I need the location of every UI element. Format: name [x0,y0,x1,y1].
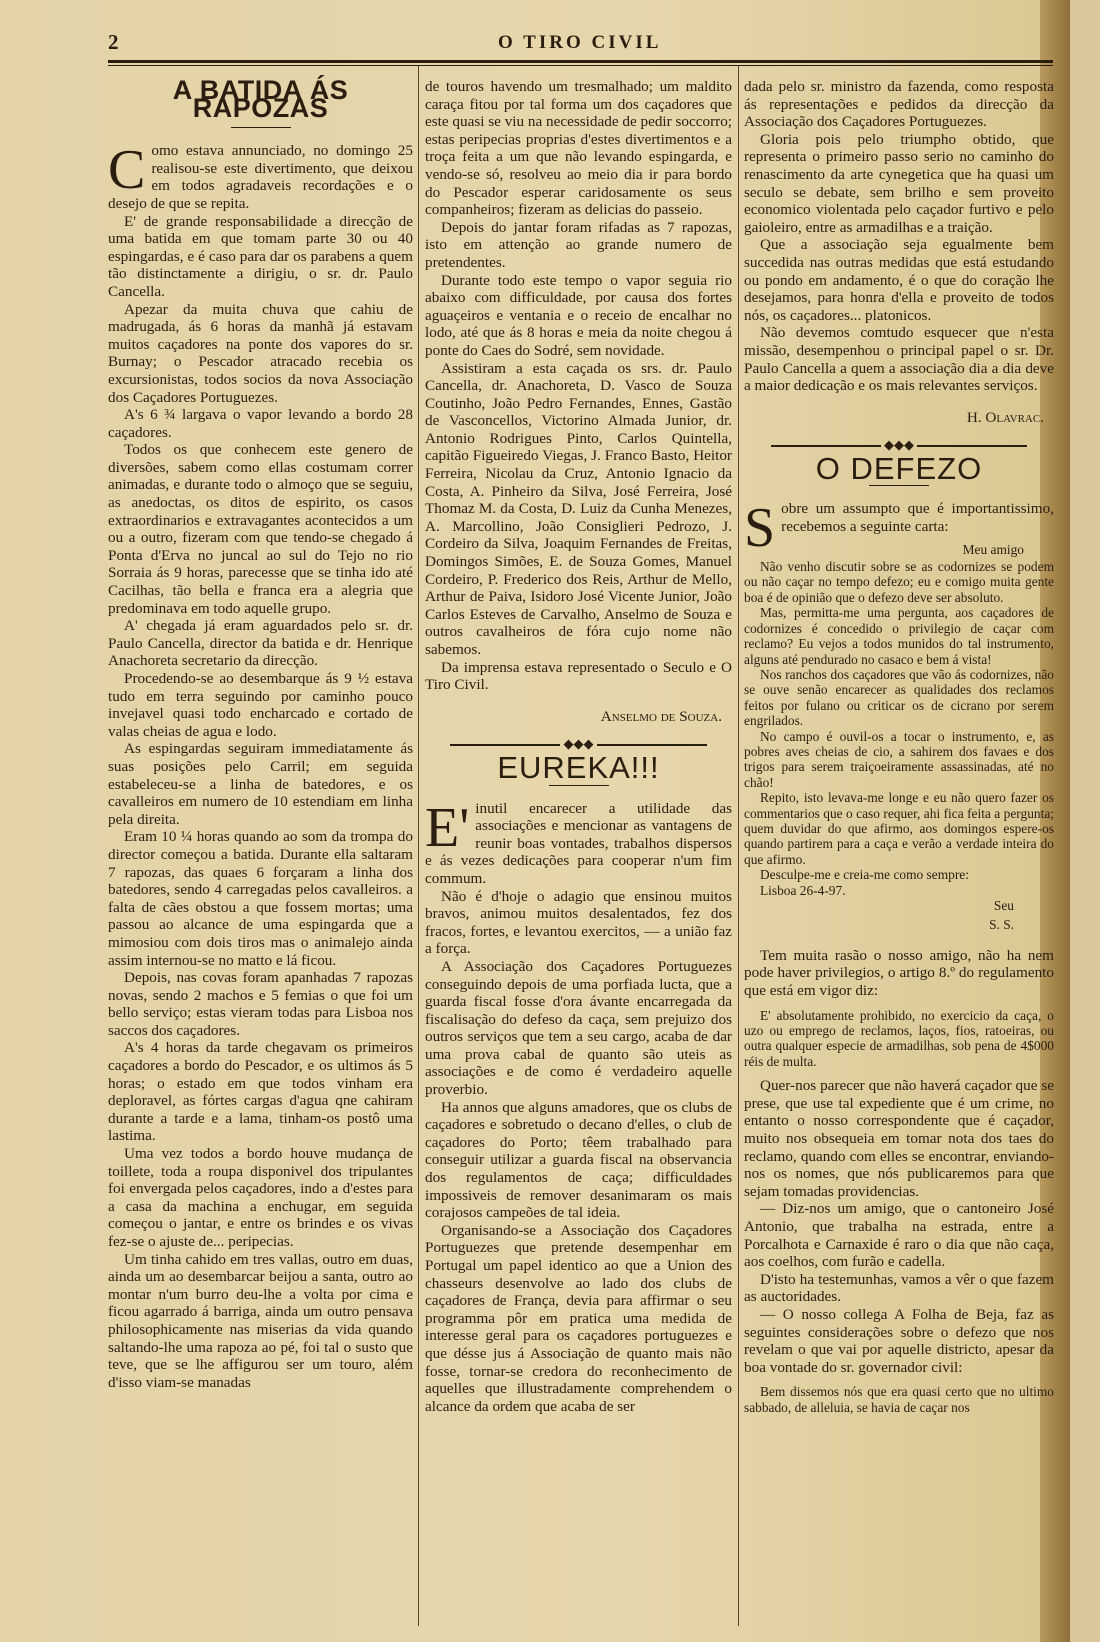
article-paragraph: Quer-nos parecer que não haverá caçador que se prese, que use tal expediente que é um crime, no entanto o nosso correspondente que é caçador, muito nos obsequeia em tomar nota dos taes do reclamo, quando com elles se encontrar, enviando-nos os nomes, que nós publicaremos para que sejam tomadas providencias. [744,1077,1054,1200]
letter-paragraph: Não venho discutir sobre se as codornizes se podem ou não caçar no tempo defezo; eu e comigo muita gente boa é de opinião que o defezo deve ser absoluto. [744,559,1054,605]
article-paragraph: de touros havendo um tresmalhado; um maldito caraça fitou por tal forma um dos caçadores que este quasi se viu na necessidade de pedir soccorro; estas peripecias proprias d'estes divertimentos e a troça feita a um que não levando espingarda, e vendo-se só, resolveu ao meio dia ir para bordo do Pescador esperar caridosamente os seus companheiros; fizeram as delicias do passeio. [425,78,733,219]
article-paragraph: Sobre um assumpto que é importantissimo, recebemos a seguinte carta: [744,497,1054,560]
header-rule-thin [108,65,1053,66]
article-paragraph: Uma vez todos a bordo houve mudança de toillete, toda a roupa disponivel dos tripulantes foi envergada pelos caçadores, indo a d'estes para a casa da machina a enchugar, em seguida começou o jantar, e entre os brindes e os vivas fez-se o ajuste de... peripecias. [108,1145,413,1250]
article-paragraph: Assistiram a esta caçada os srs. dr. Paulo Cancella, dr. Anachoreta, D. Vasco de Souza Coutinho, João Pedro Fernandes, Ennes, Gastão de Vasconcellos, Victorino Almada Junior, dr. Antonio Rodrigues Pinto, Carlos Quintella, capitão Figueiredo Viegas, J. Franco Basto, Heitor Ferreira, Nicolau da Cruz, Antonio Ignacio da Costa, A. Pinheiro da Silva, José Ferreira, José Thomaz M. da Costa, D. Luiz da Cunha Menezes, A. Marcollino, João Consiglieri Pedrozo, J. Cordeiro da Silva, Joaquim Fernandes de Freitas, Domingos Simões, E. de Souza Gomes, Manuel Cordeiro, P. Frederico dos Reis, Arthur de Mello, Arthur de Paiva, Isidoro José Vicente Junior, João Carlos Esteves de Carvalho, Anselmo de Souza e outros cavalheiros de fóra cujo nome não sabemos. [425,359,732,658]
article-paragraph: E' inutil encarecer a utilidade das associações e mencionar as vantagens de reunir boas vontades, trabalhos dispersos e ás vezes dedicações para cooperar n'um fim commum. [425,796,732,887]
article-paragraph: Procedendo-se ao desembarque ás 9 ½ estava tudo em terra seguindo por caminho pouco invejavel quasi todo encharcado e cortado de valas cheias de agua e lodo. [108,670,413,740]
column-divider [418,66,419,1626]
article-paragraph: Organisando-se a Associação dos Caçadores Portuguezes que pretende desempenhar em Portugal um papel identico ao que a Union des chasseurs desenvolve ao lado dos clubs de caçadores de França, devia para affirmar o seu programma pôr em pratica uma medida de interesse geral para os caçadores portuguezes e que désse jus á Associação de quanto mais não fosse, tornar-se credora do reconhecimento de aquelles que illustradamente comprehendem o alcance da ordem que acaba de ser [425,1221,732,1415]
article-paragraph: Ha annos que alguns amadores, que os clubs de caçadores e sobretudo o decano d'elles, o club de caçadores do Porto; têem trabalhado para conseguir utilizar a guarda fiscal na observancia dos regulamentos de caça; difficuldades impossiveis de remover desanimaram os mais corajosos campeões de tal ideia. [425,1098,732,1222]
column-1 [108,75,413,1391]
column-2 [425,78,732,1415]
letter-paragraph: Repito, isto levava-me longe e eu não quero fazer os commentarios que o caso requer, ahi fica feita a pergunta; quem duvidar do que afirmo, aos domingos espere-os quando partirem para a caça e verão a verdade inteira do que afirmo. [744,790,1054,867]
article-paragraph: Depois, nas covas foram apanhadas 7 rapozas novas, sendo 2 machos e 5 femias o que foi um bello serviço; estas vieram todas para Lisboa nos saccos dos caçadores. [108,969,413,1039]
article-paragraph: E' de grande responsabilidade a direcção de uma batida em que tomam parte 30 ou 40 espingardas, e é caso para dar os parabens a quem tão distinctamente a dirigiu, o sr. dr. Paulo Cancella. [108,212,413,300]
section-ornament: ◆◆◆ [425,735,732,753]
article-paragraph: — Diz-nos um amigo, que o cantoneiro José Antonio, que trabalha na estrada, entre a Porcalhota e Carnaxide é raro o dia que não caça, aos coelhos, com furão e cadella. [744,1200,1054,1271]
masthead: O TIRO CIVIL [498,32,662,53]
drop-cap: C [108,139,146,202]
article-paragraph: A's 4 horas da tarde chegavam os primeiros caçadores a bordo do Pescador, e os ultimos ás 5 horas; o estado em que todos vinham era deploravel, as fórtes cargas d'agua qne cahiram durante a tarde e a lama, tinham-os postô uma lastima. [108,1039,413,1145]
article-paragraph: Da imprensa estava representado o Seculo e O Tiro Civil. [425,658,732,694]
article-paragraph: A' chegada já eram aguardados pelo sr. dr. Paulo Cancella, director da batida e dr. Henrique Anachoreta secretario da direcção. [108,617,413,670]
page-number: 2 [108,30,119,54]
article-paragraph: Não é d'hoje o adagio que ensinou muitos bravos, animou muitos desalentados, fez dos fracos, fortes, e levantou exercitos, — a união faz a força. [425,887,732,958]
article-title: A BATIDA ÁS RAPOZAS [172,75,349,123]
letter-paragraph: Nos ranchos dos caçadores que vão ás codornizes, não se ouve senão encarecer as qualidades dos reclamos feitos por fulano ou criticar os de cicrano por serem engrilados. [744,666,1054,729]
article-paragraph: Eram 10 ¼ horas quando ao som da trompa do director começou a batida. Durante ella saltaram 7 rapozas, das quaes 6 forçaram a linha dos batedores, sendo 4 carregadas pelos cavalleiros. a falta de cães obstou a que fossem mortas; uma passou ao alcance de uma espingarda que a mimosiou com dois tiros mas o animalejo ainda assim internou-se no matto e lá ficou. [108,828,413,969]
letter-initials: S. S. [989,917,1014,933]
drop-cap: S [744,497,776,560]
letter-paragraph: Desculpe-me e creia-me como sempre: [760,867,969,883]
article-paragraph: — O nosso collega A Folha de Beja, faz as seguintes considerações sobre o defezo que nos revelam o que vai por aquelle districto, apesar da boa vontade do sr. governador civil: [744,1305,1054,1376]
title-rule [231,127,291,128]
article-paragraph: dada pelo sr. ministro da fazenda, como resposta ás representações e pedidos da direcção da Associação dos Caçadores Portuguezes. [744,78,1054,131]
article-paragraph: Não devemos comtudo esquecer que n'esta missão, desempenhou o principal papel o sr. Dr. Paulo Cancella a quem a associação dia a dia deve a maior dedicação e os mais relevantes serviços. [744,324,1054,395]
letter-paragraph: No campo é ouvil-os a tocar o instrumento, e, as pobres aves cheias de cio, a sahirem dos favaes e dos trigos para serem traiçoeiramente assassinadas, até no chão! [744,728,1054,790]
article-paragraph: As espingardas seguiram immediatamente ás suas posições pelo Carril; em seguida estabeleceu-se a linha de batedores, e os cavalleiros em numero de 10 estendiam em linha pela direita. [108,740,413,828]
article-title: EUREKA!!! [497,749,660,785]
article-paragraph: A Associação dos Caçadores Portuguezes conseguindo depois de uma porfiada lucta, que a guarda fiscal fosse d'ora ávante encarregada da fiscalisação do defeso da caça, sem prejuizo dos outros serviços que tem a seu cargo, acaba de dar uma prova cabal de quanto são uteis as associações e de como é verdadeiro aquelle proverbio. [425,957,732,1099]
quoted-paragraph: Bem dissemos nós que era quasi certo que no ultimo sabbado, de alleluia, se havia de caçar nos [744,1384,1054,1415]
letter-date: Lisboa 26-4-97. [760,882,846,898]
article-paragraph: Durante todo este tempo o vapor seguia rio abaixo com difficuldade, por causa dos fortes aguaçeiros e ventania e o receio de encalhar no lodo, até que ás 8 horas e meia da noite chegou á ponte do Caes do Sodré, sem novidade. [425,271,732,359]
column-3 [744,78,1054,1415]
letter-salutation: Meu amigo [962,541,1024,557]
article-paragraph: D'isto ha testemunhas, vamos a vêr o que fazem as auctoridades. [744,1270,1054,1306]
article-paragraph: Gloria pois pelo triumpho obtido, que representa o primeiro passo serio no caminho do renascimento da arte cynegetica que ha quasi um seculo se debate, sem brilho e sem proveito economico violentada pelo caçador furtivo e pelo gaioleiro, entre as armadilhas e a traição. [744,130,1054,236]
article-paragraph: Um tinha cahido em tres vallas, outro em duas, ainda um ao desembarcar beijou a santa, outro ao montar n'um burro deu-lhe a volta por cima e ficou agarrado á barriga, ainda um outro pensava philosophicamente nas miserias da vida quando saltando-lhe uma rapoza ao pé, foi tal o susto que teve, que se lhe affigurou ser um touro, além d'isso viam-se manadas [108,1250,413,1391]
article-paragraph: Depois do jantar foram rifadas as 7 rapozas, isto em attenção ao grande numero de pretendentes. [425,218,732,271]
drop-cap: E' [425,796,470,859]
author-signature: H. Olavrac. [966,408,1044,426]
article-paragraph: Que a associação seja egualmente bem succedida nas outras medidas que está estudando ou pondo em andamento, é o que do coração lhe desejamos, para honra d'ella e proveito de todos nós, os caçadores... platonicos. [744,236,1054,324]
author-signature: Anselmo de Souza. [600,707,722,725]
article-title: O DEFEZO [815,450,983,486]
article-paragraph: Apezar da muita chuva que cahiu de madrugada, ás 6 horas da manhã já estavam muitos caçadores na ponte dos vapores do sr. Burnay; o Pescador atracado recebia os excursionistas, todos socios da nova Associação dos Caçadores Portuguezes. [108,300,413,406]
letter-paragraph: Mas, permitta-me uma pergunta, aos caçadores de codornizes é concedido o privilegio de caçar com reclamo? Eu vejos a todos munidos do tal instrumento, alguns até pendurado no casaco e bem á vista! [744,605,1054,667]
column-divider [738,66,739,1626]
article-paragraph: A's 6 ¾ largava o vapor levando a bordo 28 caçadores. [108,406,413,441]
letter-close: Seu [993,898,1014,913]
section-ornament: ◆◆◆ [744,436,1054,454]
article-paragraph: Como estava annunciado, no domingo 25 realisou-se este divertimento, que deixou em todos agradaveis recordações e o desejo de que se repita. [108,139,413,212]
article-paragraph: Todos os que conhecem este genero de diversões, sabem como ellas costumam correr animadas, e durante todo o almoço que se seguiu, as anedoctas, os ditos de espirito, os casos extraordinarios e extravagantes acontecidos a um ou a outro, fizeram com que tendo-se chegado á Ponta d'Erva no juncal ao sul do Tejo no rio Sorraia ás 9 horas, parecesse que se tinha ido até Cacilhas, tão bella e franca era a alegria que predominava em todo aquelle grupo. [108,441,413,617]
header-rule [108,60,1053,63]
article-paragraph: Tem muita rasão o nosso amigo, não ha nem pode haver privilegios, o artigo 8.º do regulamento que está em vigor diz: [744,946,1054,999]
regulation-quote: E' absolutamente prohibido, no exercicio da caça, o uzo ou emprego de reclamos, laços, fios, ratoeiras, ou outra qualquer especie de armadilhas, sob pena de 4$000 réis de multa. [744,1007,1054,1069]
